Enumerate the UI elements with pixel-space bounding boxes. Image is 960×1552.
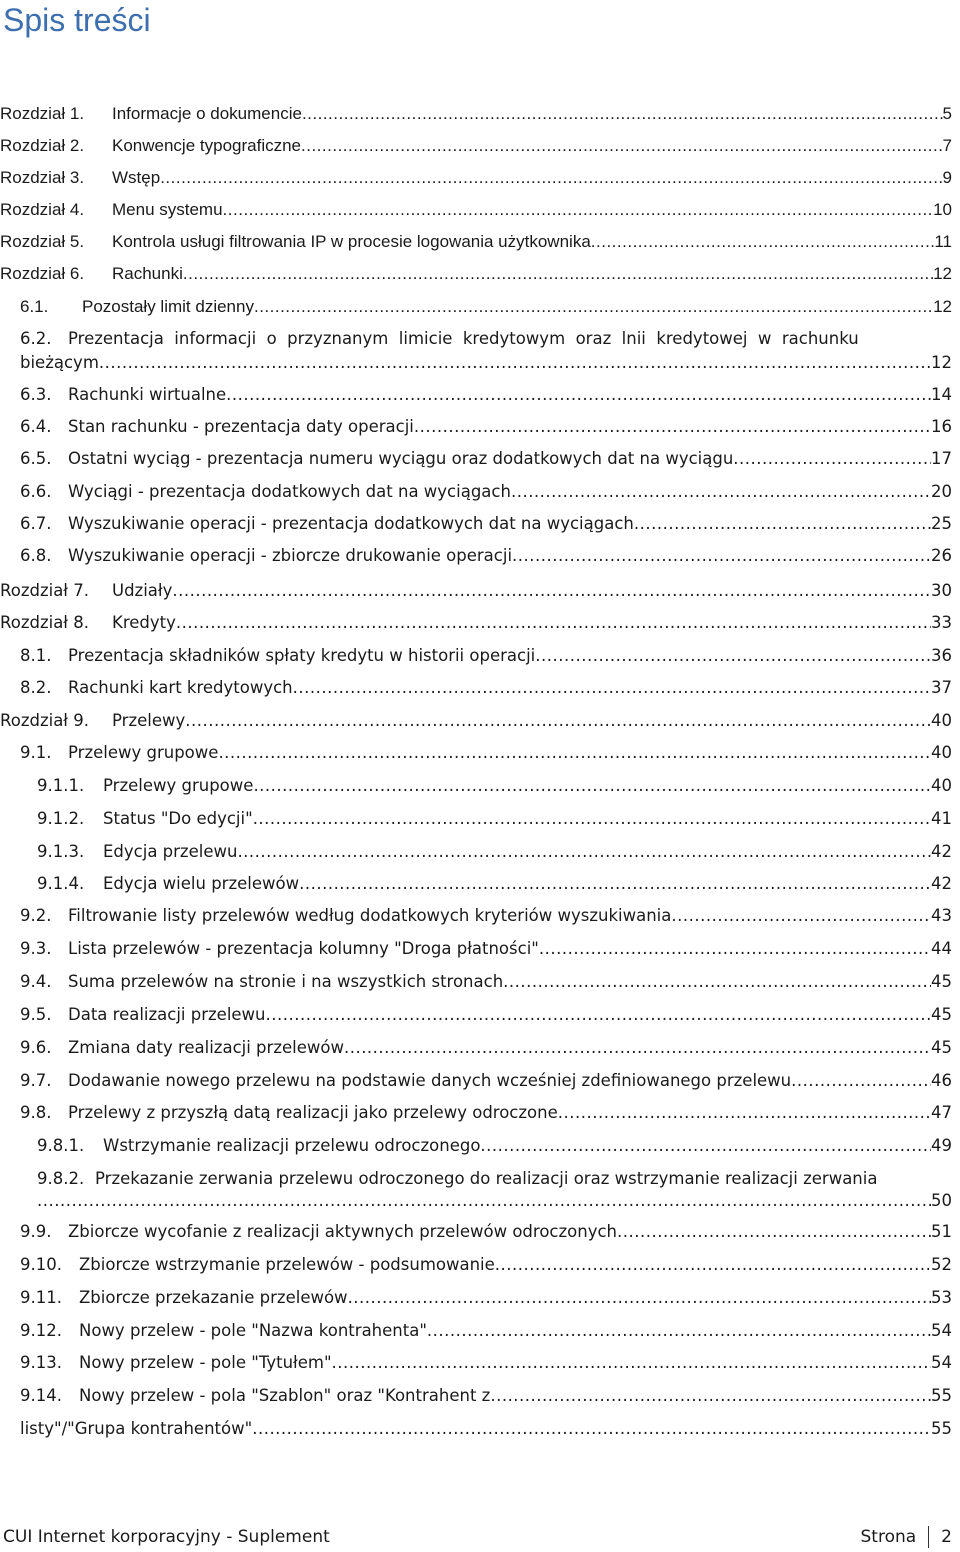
footer-separator — [928, 1526, 929, 1548]
toc-chapter-entry[interactable] — [0, 580, 952, 602]
toc-entry-number: 6.7. — [20, 514, 52, 533]
toc-entry-page: 45 — [931, 1038, 952, 1057]
toc-entry-title: Zbiorcze wstrzymanie przelewów - podsumowanie — [79, 1255, 495, 1274]
toc-entry[interactable] — [0, 841, 952, 863]
toc-leader-dots — [539, 938, 931, 960]
toc-leader-dots — [671, 905, 931, 927]
toc-entry-page: 40 — [931, 711, 952, 730]
toc-entry[interactable] — [0, 1070, 952, 1092]
toc-entry[interactable] — [0, 545, 952, 567]
toc-entry-page: 26 — [931, 546, 952, 565]
toc-entry[interactable] — [0, 416, 952, 438]
toc-leader-dots — [512, 545, 931, 567]
toc-entry-number: 9.1.2. — [37, 809, 85, 828]
toc-entry[interactable] — [0, 873, 952, 895]
toc-entry-number: 8.1. — [20, 646, 52, 665]
toc-leader-dots — [503, 971, 931, 993]
toc-entry-page: 20 — [931, 482, 952, 501]
toc-entry[interactable] — [0, 938, 952, 960]
toc-entry-title: Rachunki kart kredytowych — [68, 678, 293, 697]
toc-entry-number: 6.6. — [20, 482, 52, 501]
toc-leader-dots — [617, 1221, 931, 1243]
toc-entry-number: 9.6. — [20, 1038, 52, 1057]
toc-entry-number: 9.1.1. — [37, 776, 85, 795]
footer-document-name: CUI Internet korporacyjny - Suplement — [3, 1527, 330, 1547]
toc-leader-dots — [218, 742, 931, 764]
toc-entry-page: 43 — [931, 906, 952, 925]
toc-entry[interactable] — [0, 1168, 952, 1190]
toc-entry-page: 25 — [931, 514, 952, 533]
toc-entry-title: Wyszukiwanie operacji - zbiorcze drukowanie operacji — [68, 546, 513, 565]
toc-entry-title: Dodawanie nowego przelewu na podstawie danych wcześniej zdefiniowanego przelewu — [68, 1071, 792, 1090]
toc-entry-number: 9.3. — [20, 939, 52, 958]
toc-entry-page: 17 — [931, 449, 952, 468]
toc-leader-dots — [490, 1385, 931, 1407]
toc-entry-title: Prezentacja składników spłaty kredytu w historii operacji — [68, 646, 536, 665]
toc-entry-number: Rozdział 7. — [0, 581, 89, 600]
toc-entry-number: 9.10. — [20, 1255, 62, 1274]
toc-entry[interactable] — [0, 1385, 952, 1407]
toc-chapter-entry[interactable] — [0, 199, 952, 221]
toc-entry-number: 9.7. — [20, 1071, 52, 1090]
toc-entry-number: 9.8.1. — [37, 1136, 85, 1155]
toc-entry[interactable] — [0, 1320, 952, 1342]
toc-entry-title: Rachunki wirtualne — [68, 385, 227, 404]
toc-entry-title: Ostatni wyciąg - prezentacja numeru wyciągu oraz dodatkowych dat na wyciągu — [68, 449, 734, 468]
toc-entry-title: Nowy przelew - pola "Szablon" oraz "Kontrahent z — [79, 1386, 491, 1405]
toc-entry-title: Kontrola usługi filtrowania IP w procesie logowania użytkownika — [112, 232, 591, 251]
toc-entry[interactable] — [0, 1352, 952, 1374]
toc-entry[interactable] — [0, 1418, 952, 1440]
toc-entry-page: 49 — [931, 1136, 952, 1155]
toc-entry[interactable] — [0, 1287, 952, 1309]
toc-entry-number: Rozdział 2. — [0, 136, 85, 155]
toc-entry-title: Edycja przelewu — [103, 842, 238, 861]
footer-page-label: Strona — [860, 1527, 917, 1547]
toc-leader-dots — [37, 1190, 931, 1212]
toc-leader-dots — [172, 580, 931, 602]
toc-entry[interactable] — [0, 905, 952, 927]
toc-leader-dots — [223, 199, 934, 221]
toc-chapter-entry[interactable] — [0, 263, 952, 285]
toc-entry-page: 47 — [931, 1103, 952, 1122]
toc-leader-dots — [183, 263, 933, 285]
toc-entry-page: 14 — [931, 385, 952, 404]
toc-entry-page: 12 — [931, 353, 952, 372]
toc-entry-page: 55 — [931, 1419, 952, 1438]
toc-entry-page: 42 — [931, 842, 952, 861]
toc-chapter-entry[interactable] — [0, 103, 952, 125]
toc-entry-title: Zmiana daty realizacji przelewów — [68, 1038, 344, 1057]
toc-entry-number: 9.1.4. — [37, 874, 85, 893]
toc-entry-page: 50 — [931, 1191, 952, 1210]
toc-leader-dots — [480, 1135, 931, 1157]
toc-entry-title: Przelewy grupowe — [103, 776, 254, 795]
toc-entry-number: 8.2. — [20, 678, 52, 697]
toc-entry[interactable] — [0, 296, 952, 318]
toc-entry[interactable] — [0, 742, 952, 764]
toc-entry[interactable] — [0, 1135, 952, 1157]
toc-entry-page: 9 — [942, 168, 952, 187]
toc-leader-dots — [226, 384, 931, 406]
toc-entry-page: 30 — [931, 581, 952, 600]
toc-entry[interactable] — [0, 1221, 952, 1243]
page-footer — [3, 1524, 952, 1550]
footer-page-number: 2 — [941, 1527, 952, 1547]
toc-entry-title: Wstęp — [112, 168, 161, 187]
toc-entry-number: 6.3. — [20, 385, 52, 404]
toc-entry-continuation[interactable] — [0, 352, 952, 374]
toc-chapter-entry[interactable] — [0, 135, 952, 157]
toc-entry-title: Stan rachunku - prezentacja daty operacji — [68, 417, 414, 436]
toc-leader-dots — [299, 873, 931, 895]
toc-leader-dots — [252, 1418, 931, 1440]
toc-entry-title: Informacje o dokumencie — [112, 104, 302, 123]
toc-entry-number: 9.12. — [20, 1321, 62, 1340]
toc-entry-page: 37 — [931, 678, 952, 697]
toc-entry-number: Rozdział 3. — [0, 168, 85, 187]
toc-chapter-entry[interactable] — [0, 710, 952, 732]
toc-entry-title: listy"/"Grupa kontrahentów" — [20, 1419, 253, 1438]
toc-entry-page: 54 — [931, 1353, 952, 1372]
toc-leader-dots — [414, 416, 931, 438]
toc-entry-number: Rozdział 8. — [0, 613, 89, 632]
toc-entry-page: 11 — [934, 232, 952, 251]
toc-entry-title: Suma przelewów na stronie i na wszystkich stronach — [68, 972, 504, 991]
footer-page-info — [861, 1524, 953, 1550]
toc-entry-number: Rozdział 5. — [0, 232, 85, 251]
toc-entry-number: 9.13. — [20, 1353, 62, 1372]
toc-entry-page: 36 — [931, 646, 952, 665]
toc-entry-page: 7 — [942, 136, 952, 155]
toc-leader-dots — [332, 1352, 931, 1374]
toc-entry[interactable] — [0, 1004, 952, 1026]
toc-entry-number: 6.2. — [20, 329, 52, 348]
toc-entry-number: 9.8.2. — [37, 1169, 85, 1188]
toc-leader-dots — [733, 448, 931, 470]
toc-entry-title: Kredyty — [112, 613, 176, 632]
toc-entry[interactable] — [0, 971, 952, 993]
toc-entry-title: Nowy przelew - pole "Tytułem" — [79, 1353, 332, 1372]
toc-entry-page: 41 — [931, 809, 952, 828]
toc-leader-dots — [293, 677, 931, 699]
toc-entry-title: Przelewy z przyszłą datą realizacji jako przelewy odroczone — [68, 1103, 558, 1122]
toc-entry-number: 6.8. — [20, 546, 52, 565]
toc-entry-title: Rachunki — [112, 264, 183, 283]
toc-entry-title: Wyciągi - prezentacja dodatkowych dat na wyciągach — [68, 482, 511, 501]
toc-entry-title: Wstrzymanie realizacji przelewu odroczonego — [103, 1136, 481, 1155]
toc-entry-number: 6.5. — [20, 449, 52, 468]
toc-entry-number: 9.1. — [20, 743, 52, 762]
toc-entry-title: Prezentacja informacji o przyznanym limicie kredytowym oraz lnii kredytowej w rachunku — [68, 329, 859, 348]
toc-leader-dots — [301, 135, 943, 157]
toc-entry-number: Rozdział 6. — [0, 264, 85, 283]
toc-entry-page: 51 — [931, 1222, 952, 1241]
toc-entry-title: Filtrowanie listy przelewów według dodatkowych kryteriów wyszukiwania — [68, 906, 672, 925]
toc-entry-page: 16 — [931, 417, 952, 436]
toc-entry-page: 45 — [931, 972, 952, 991]
toc-leader-dots — [176, 612, 931, 634]
toc-entry[interactable] — [0, 1254, 952, 1276]
toc-entry-page: 53 — [931, 1288, 952, 1307]
toc-entry-number: 9.14. — [20, 1386, 62, 1405]
toc-leader-dots — [344, 1037, 931, 1059]
toc-entry[interactable] — [0, 1037, 952, 1059]
toc-entry-continuation[interactable] — [0, 1190, 952, 1212]
toc-entry-number: 9.11. — [20, 1288, 62, 1307]
toc-entry-number: 9.9. — [20, 1222, 52, 1241]
toc-entry[interactable] — [0, 645, 952, 667]
toc-entry-page: 44 — [931, 939, 952, 958]
toc-entry[interactable] — [0, 384, 952, 406]
toc-leader-dots — [253, 775, 931, 797]
toc-entry-title: Lista przelewów - prezentacja kolumny "Droga płatności" — [68, 939, 539, 958]
page-title: Spis treści — [3, 2, 151, 38]
toc-leader-dots — [495, 1254, 931, 1276]
toc-entry-number: 6.4. — [20, 417, 52, 436]
toc-chapter-entry[interactable] — [0, 167, 952, 189]
toc-leader-dots — [253, 808, 931, 830]
toc-entry-number: Rozdział 4. — [0, 200, 85, 219]
toc-entry-title: Zbiorcze wycofanie z realizacji aktywnych przelewów odroczonych — [68, 1222, 617, 1241]
toc-entry-title: Udziały — [112, 581, 173, 600]
toc-chapter-entry[interactable] — [0, 612, 952, 634]
toc-leader-dots — [427, 1320, 931, 1342]
toc-entry-number: Rozdział 9. — [0, 711, 89, 730]
toc-entry-number: 6.1. — [20, 297, 49, 316]
toc-entry[interactable] — [0, 808, 952, 830]
toc-entry[interactable] — [0, 1102, 952, 1124]
toc-leader-dots — [302, 103, 943, 125]
toc-leader-dots — [791, 1070, 931, 1092]
toc-leader-dots — [99, 352, 931, 374]
toc-leader-dots — [634, 513, 931, 535]
toc-leader-dots — [591, 231, 935, 253]
toc-entry-page: 54 — [931, 1321, 952, 1340]
toc-chapter-entry[interactable] — [0, 231, 952, 253]
toc-entry-page: 42 — [931, 874, 952, 893]
toc-leader-dots — [254, 296, 933, 318]
toc-leader-dots — [535, 645, 931, 667]
toc-entry[interactable] — [0, 481, 952, 503]
toc-entry-number: Rozdział 1. — [0, 104, 85, 123]
toc-entry-title: Edycja wielu przelewów — [103, 874, 300, 893]
toc-leader-dots — [348, 1287, 931, 1309]
toc-entry-page: 12 — [933, 264, 952, 283]
toc-entry-number: 9.5. — [20, 1005, 52, 1024]
toc-entry-title: Przelewy grupowe — [68, 743, 219, 762]
toc-entry-number: 9.2. — [20, 906, 52, 925]
toc-entry-page: 52 — [931, 1255, 952, 1274]
toc-entry-title: Menu systemu — [112, 200, 223, 219]
toc-entry-number: 9.8. — [20, 1103, 52, 1122]
toc-entry[interactable] — [0, 448, 952, 470]
toc-entry[interactable] — [0, 328, 952, 350]
toc-entry[interactable] — [0, 677, 952, 699]
toc-entry-title: Konwencje typograficzne — [112, 136, 302, 155]
toc-leader-dots — [511, 481, 931, 503]
toc-entry-title: Nowy przelew - pole "Nazwa kontrahenta" — [79, 1321, 427, 1340]
toc-leader-dots — [558, 1102, 931, 1124]
toc-entry-title-cont: bieżącym — [20, 353, 99, 372]
toc-leader-dots — [160, 167, 942, 189]
toc-entry-page: 5 — [942, 104, 952, 123]
toc-entry-page: 40 — [931, 776, 952, 795]
toc-entry-number: 9.1.3. — [37, 842, 85, 861]
toc-entry-page: 12 — [933, 297, 952, 316]
toc-entry-title: Wyszukiwanie operacji - prezentacja dodatkowych dat na wyciągach — [68, 514, 634, 533]
toc-entry-page: 40 — [931, 743, 952, 762]
toc-entry-title: Status "Do edycji" — [103, 809, 253, 828]
toc-leader-dots — [266, 1004, 931, 1026]
toc-entry-number: 9.4. — [20, 972, 52, 991]
toc-entry-page: 46 — [931, 1071, 952, 1090]
toc-entry-page: 33 — [931, 613, 952, 632]
toc-entry-title: Pozostały limit dzienny — [82, 297, 254, 316]
toc-entry-title: Przelewy — [112, 711, 186, 730]
toc-entry-page: 55 — [931, 1386, 952, 1405]
toc-entry-title: Przekazanie zerwania przelewu odroczonego do realizacji oraz wstrzymanie realizacji zerwania — [95, 1169, 878, 1188]
toc-entry-title: Data realizacji przelewu — [68, 1005, 266, 1024]
toc-entry-page: 10 — [933, 200, 952, 219]
toc-entry[interactable] — [0, 513, 952, 535]
toc-leader-dots — [237, 841, 931, 863]
toc-entry[interactable] — [0, 775, 952, 797]
toc-entry-title: Zbiorcze przekazanie przelewów — [79, 1288, 348, 1307]
toc-leader-dots — [185, 710, 931, 732]
toc-entry-page: 45 — [931, 1005, 952, 1024]
